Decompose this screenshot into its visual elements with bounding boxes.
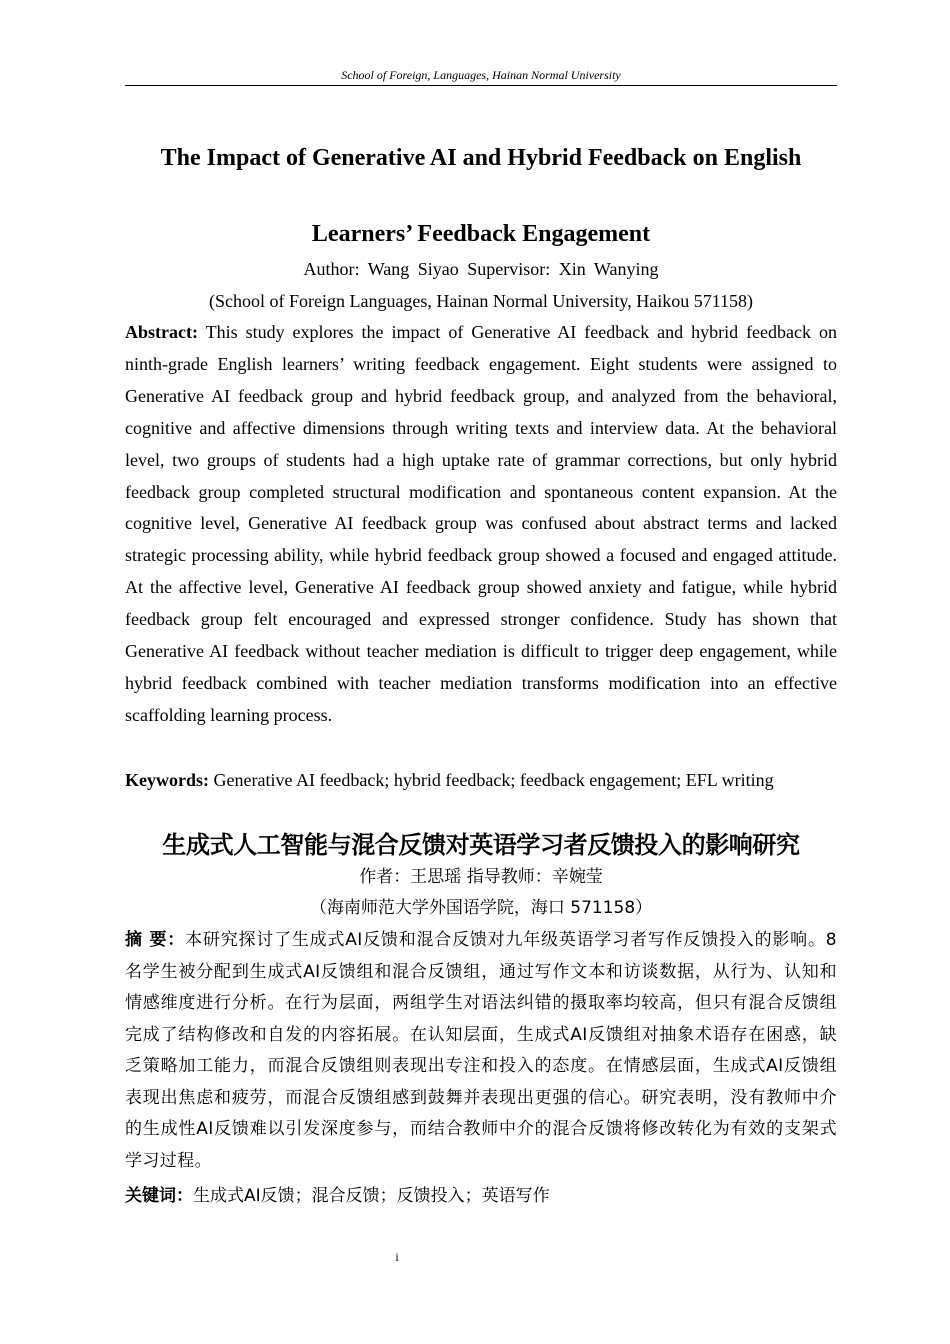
english-abstract (125, 317, 837, 732)
english-keywords-label: Keywords: (125, 770, 209, 790)
chinese-abstract-label: 摘 要： (125, 930, 186, 950)
english-title-line-2: Learners’ Feedback Engagement (311, 221, 651, 247)
english-keywords-text: Generative AI feedback; hybrid feedback; feedback engagement; EFL writing (213, 770, 774, 790)
english-title (125, 120, 837, 272)
chinese-affiliation: （海南师范大学外国语学院，海口 571158） (309, 898, 653, 918)
english-author-line: Author: Wang Siyao Supervisor: Xin Wanying (303, 259, 659, 279)
running-header: School of Foreign, Languages, Hainan Normal University (125, 68, 837, 86)
english-affiliation: (School of Foreign Languages, Hainan Normal University, Haikou 571158) (208, 291, 754, 311)
chinese-keywords (125, 1180, 837, 1212)
chinese-keywords-text: 生成式AI反馈；混合反馈；反馈投入；英语写作 (193, 1186, 550, 1206)
english-abstract-text: This study explores the impact of Generative AI feedback and hybrid feedback on ninth-grade English learners’ writing feedback engagement. Eight students were assigned to Generative AI feedback group and hybrid feedback group, and analyzed from the behavioral, cognitive and affective dimensions through writing texts and interview data. At the behavioral level, two groups of students had a high uptake rate of grammar corrections, but only hybrid feedback group completed structural modification and spontaneous content expansion. At the cognitive level, Generative AI feedback group was confused about abstract terms and lacked strategic processing ability, while hybrid feedback group showed a focused and engaged attitude. At the affective level, Generative AI feedback group showed anxiety and fatigue, while hybrid feedback group felt encouraged and expressed stronger confidence. Study has shown that Generative AI feedback without teacher mediation is difficult to trigger deep engagement, while hybrid feedback combined with teacher mediation transforms modification into an effective scaffolding learning process. (125, 322, 837, 725)
chinese-abstract-text: 本研究探讨了生成式AI反馈和混合反馈对九年级英语学习者写作反馈投入的影响。8名学生被分配到生成式AI反馈组和混合反馈组，通过写作文本和访谈数据，从行为、认知和情感维度进行分析。在行为层面，两组学生对语法纠错的摄取率均较高，但只有混合反馈组完成了结构修改和自发的内容拓展。在认知层面，生成式AI反馈组对抽象术语存在困惑，缺乏策略加工能力，而混合反馈组则表现出专注和投入的态度。在情感层面，生成式AI反馈组表现出焦虑和疲劳，而混合反馈组感到鼓舞并表现出更强的信心。研究表明，没有教师中介的生成性AI反馈难以引发深度参与，而结合教师中介的混合反馈将修改转化为有效的支架式学习过程。 (125, 930, 837, 1171)
page-number: i (395, 1250, 399, 1264)
chinese-abstract (125, 925, 837, 1177)
english-abstract-label: Abstract: (125, 322, 198, 342)
chinese-keywords-label: 关键词： (125, 1186, 193, 1206)
english-title-line-1: The Impact of Generative AI and Hybrid Feedback on English (160, 145, 802, 171)
chinese-author-line: 作者：王思瑶 指导教师：辛婉莹 (359, 867, 603, 887)
chinese-title: 生成式人工智能与混合反馈对英语学习者反馈投入的影响研究 (162, 831, 800, 859)
english-keywords (125, 764, 837, 796)
